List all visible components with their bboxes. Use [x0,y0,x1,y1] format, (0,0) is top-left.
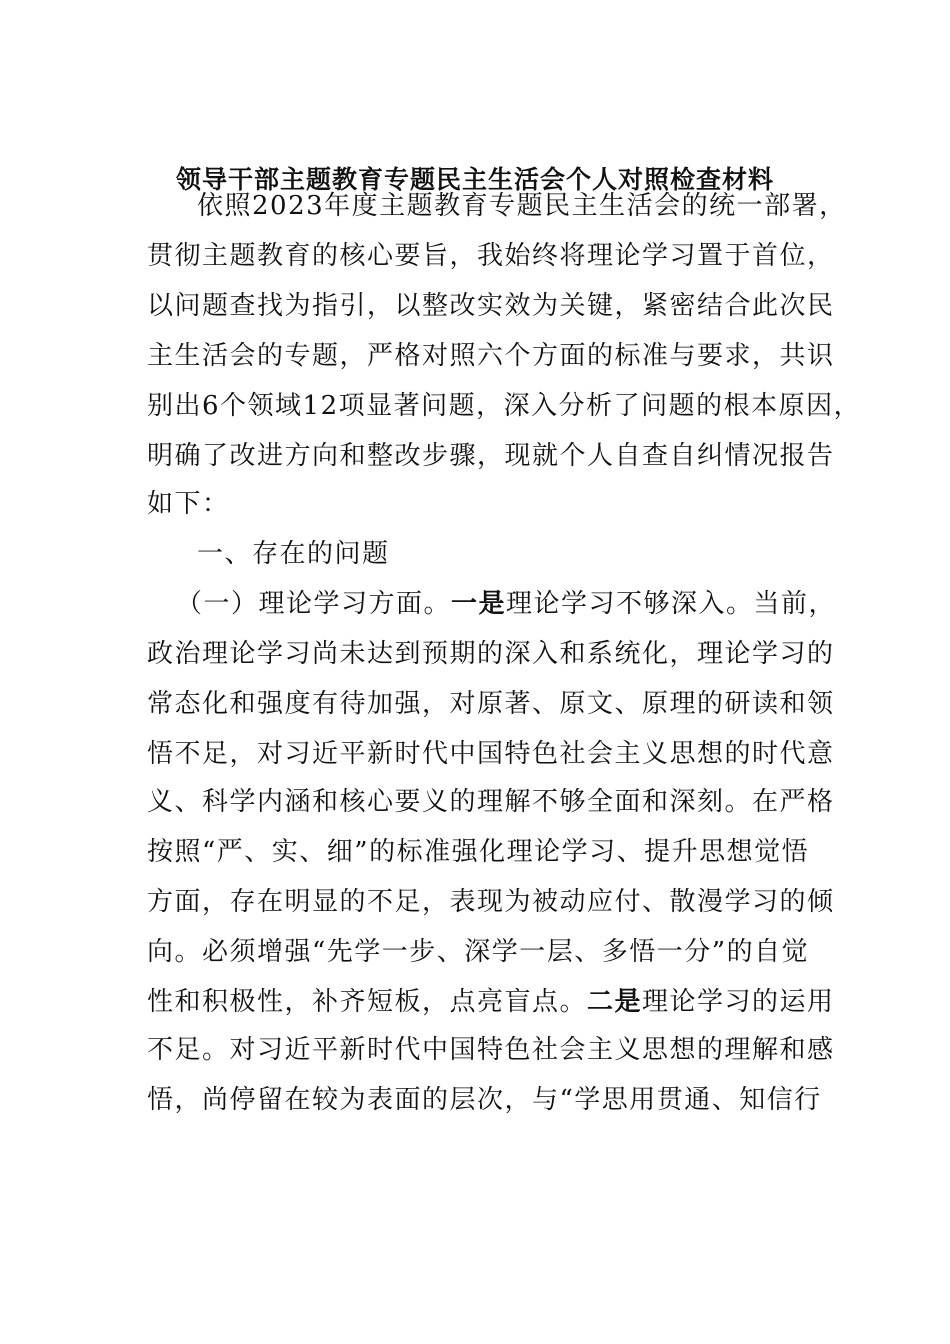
intro-line-4: 主生活会的专题，严格对照六个方面的标准与要求，共识 [147,341,835,371]
body-line: 按照“严、实、细”的标准强化理论学习、提升思想觉悟 [147,837,810,867]
point-1-marker: 一是 [451,589,507,619]
point-1-title: 理论学习不够深入。当前， [506,589,837,619]
body-line-start: 性和积极性，补齐短板，点亮盲点。 [147,987,588,1017]
body-line: 常态化和强度有待加强，对原著、原文、原理的研读和领 [147,689,835,719]
intro-line-2: 贯彻主题教育的核心要旨，我始终将理论学习置于首位， [147,241,835,271]
body-line: 政治理论学习尚未达到预期的深入和系统化，理论学习的 [147,639,835,669]
subsection-label: （一）理论学习方面。 [176,589,452,619]
subsection-first-line [176,580,836,628]
document-title: 领导干部主题教育专题民主生活会个人对照检查材料 [175,165,774,194]
body-line: 义、科学内涵和核心要义的理解不够全面和深刻。在严格 [147,787,835,817]
body-line: 向。必须增强“先学一步、深学一层、多悟一分”的自觉 [147,937,810,967]
intro-line-5: 别出6个领域12项显著问题，深入分析了问题的根本原因， [147,391,862,421]
intro-line-1: 依照2023年度主题教育专题民主生活会的统一部署， [197,191,847,221]
section-heading: 一、存在的问题 [197,539,390,569]
body-line: 不足。对习近平新时代中国特色社会主义思想的理解和感 [147,1035,835,1065]
intro-line-7: 如下： [147,489,230,519]
point-2-marker: 二是 [587,987,643,1017]
body-line-point-2 [147,978,835,1026]
point-2-title: 理论学习的运用 [642,987,835,1017]
body-line: 方面，存在明显的不足，表现为被动应付、散漫学习的倾 [147,887,835,917]
intro-line-6: 明确了改进方向和整改步骤，现就个人自查自纠情况报告 [147,441,835,471]
intro-line-3: 以问题查找为指引，以整改实效为关键，紧密结合此次民 [147,291,835,321]
body-line: 悟，尚停留在较为表面的层次，与“学思用贯通、知信行 [147,1085,822,1115]
body-line: 悟不足，对习近平新时代中国特色社会主义思想的时代意 [147,739,835,769]
